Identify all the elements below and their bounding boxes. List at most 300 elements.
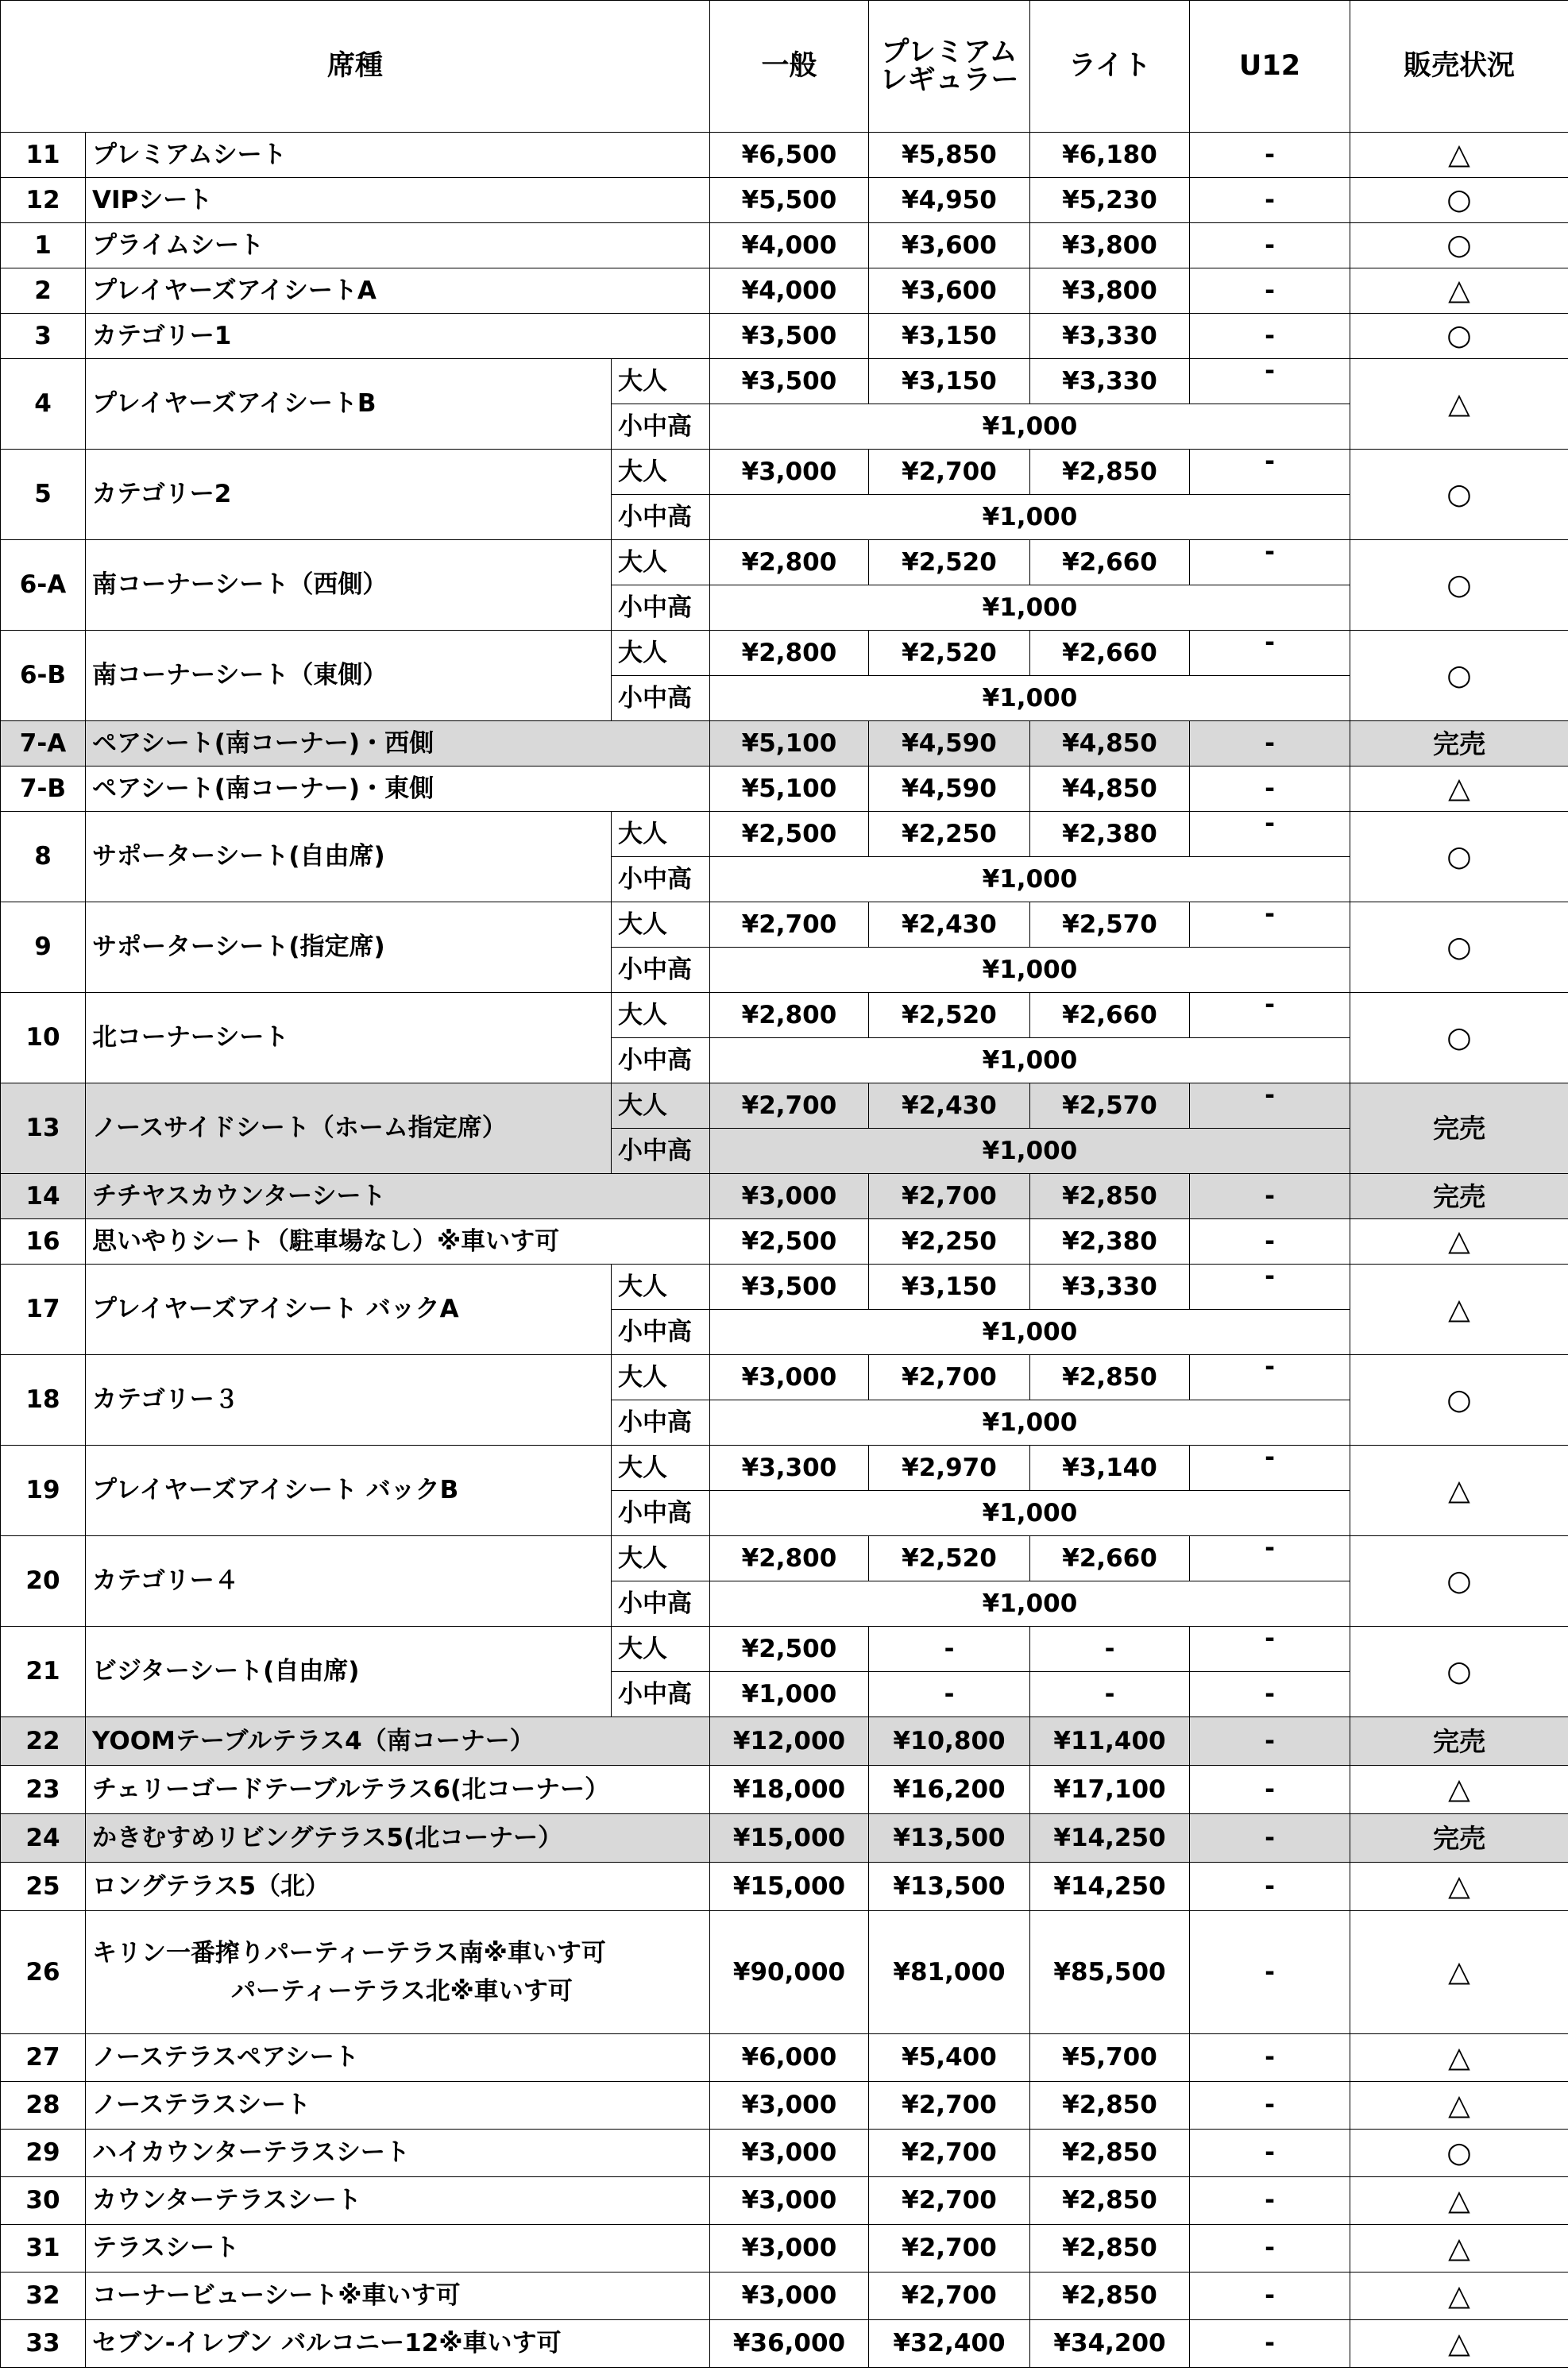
price-u12: - (1190, 2082, 1350, 2130)
status-badge: △ (1350, 2082, 1568, 2130)
price-premium-regular: ¥10,800 (869, 1717, 1030, 1766)
price-u12: - (1190, 1265, 1350, 1310)
status-badge: ○ (1350, 223, 1568, 268)
price-light: ¥3,330 (1030, 359, 1190, 404)
status-badge: △ (1350, 1766, 1568, 1814)
price-general: ¥36,000 (710, 2320, 869, 2368)
seat-name: ビジターシート(自由席) (86, 1627, 612, 1717)
price-general: ¥3,500 (710, 359, 869, 404)
status-badge: △ (1350, 2320, 1568, 2368)
seat-number: 30 (1, 2177, 86, 2225)
header-seat-type: 席種 (1, 1, 710, 133)
seat-name: サポーターシート(指定席) (86, 902, 612, 993)
price-u12: - (1190, 314, 1350, 359)
price-general: ¥6,000 (710, 2034, 869, 2082)
price-general: ¥2,800 (710, 631, 869, 676)
price-u12: - (1190, 359, 1350, 404)
table-row (1, 1083, 1568, 1129)
price-general: ¥90,000 (710, 1911, 869, 2034)
price-premium-regular: ¥5,400 (869, 2034, 1030, 2082)
seat-name: ペアシート(南コーナー)・東側 (86, 767, 710, 812)
seat-name-line1: キリン一番搾りパーティーテラス南※車いす可 (92, 1938, 606, 1967)
table-row (1, 812, 1568, 857)
table-row (1, 178, 1568, 223)
price-u12: - (1190, 902, 1350, 948)
price-u12: - (1190, 178, 1350, 223)
ticket-type-child: 小中高 (612, 585, 710, 631)
price-general: ¥2,800 (710, 993, 869, 1038)
table-row (1, 2130, 1568, 2177)
price-general: ¥3,500 (710, 1265, 869, 1310)
price-u12: - (1190, 2273, 1350, 2320)
price-light: ¥3,800 (1030, 223, 1190, 268)
table-row (1, 631, 1568, 676)
price-premium-regular: ¥2,520 (869, 540, 1030, 585)
child-price: ¥1,000 (710, 585, 1350, 631)
price-u12: - (1190, 2034, 1350, 2082)
price-premium-regular: ¥3,150 (869, 1265, 1030, 1310)
ticket-type-adult: 大人 (612, 450, 710, 495)
price-premium-regular: ¥3,600 (869, 223, 1030, 268)
seat-number: 3 (1, 314, 86, 359)
price-general: ¥2,700 (710, 902, 869, 948)
table-row (1, 2320, 1568, 2368)
price-light: ¥3,140 (1030, 1446, 1190, 1491)
price-light: ¥2,850 (1030, 2082, 1190, 2130)
child-price: ¥1,000 (710, 857, 1350, 902)
ticket-type-adult: 大人 (612, 359, 710, 404)
price-premium-regular: ¥2,430 (869, 1083, 1030, 1129)
price-light: ¥5,700 (1030, 2034, 1190, 2082)
price-u12: - (1190, 767, 1350, 812)
price-light: ¥14,250 (1030, 1814, 1190, 1863)
table-row (1, 993, 1568, 1038)
price-general: ¥2,700 (710, 1083, 869, 1129)
price-premium-regular: ¥4,950 (869, 178, 1030, 223)
price-light: ¥2,570 (1030, 1083, 1190, 1129)
price-light: ¥2,570 (1030, 902, 1190, 948)
seat-name: プレイヤーズアイシート バックA (86, 1265, 612, 1355)
table-row (1, 133, 1568, 178)
price-light: ¥14,250 (1030, 1863, 1190, 1911)
table-header-row (1, 1, 1568, 133)
child-price: ¥1,000 (710, 1581, 1350, 1627)
seat-number: 8 (1, 812, 86, 902)
status-badge: ○ (1350, 993, 1568, 1083)
ticket-type-adult: 大人 (612, 1627, 710, 1672)
price-general: ¥18,000 (710, 1766, 869, 1814)
price-light: ¥2,380 (1030, 1219, 1190, 1265)
seat-name: チェリーゴードテーブルテラス6(北コーナー） (86, 1766, 710, 1814)
seat-number: 20 (1, 1536, 86, 1627)
ticket-type-child: 小中高 (612, 1038, 710, 1083)
header-premium-line2: レギュラー (879, 64, 1019, 96)
child-price: ¥1,000 (710, 495, 1350, 540)
price-general: ¥4,000 (710, 223, 869, 268)
price-general: ¥2,500 (710, 812, 869, 857)
price-u12: - (1190, 223, 1350, 268)
price-light: ¥11,400 (1030, 1717, 1190, 1766)
seat-number: 14 (1, 1174, 86, 1219)
status-badge: △ (1350, 1219, 1568, 1265)
table-row (1, 767, 1568, 812)
price-light: ¥2,850 (1030, 2225, 1190, 2273)
seat-name: 南コーナーシート（西側） (86, 540, 612, 631)
seat-number: 2 (1, 268, 86, 314)
ticket-type-child: 小中高 (612, 857, 710, 902)
ticket-type-child: 小中高 (612, 495, 710, 540)
seat-name: カテゴリー３ (86, 1355, 612, 1446)
table-row (1, 2273, 1568, 2320)
seat-number: 11 (1, 133, 86, 178)
price-light: ¥2,850 (1030, 2177, 1190, 2225)
status-badge: 完売 (1350, 1717, 1568, 1766)
ticket-type-child: 小中高 (612, 1581, 710, 1627)
price-u12: - (1190, 1627, 1350, 1672)
price-general: ¥5,500 (710, 178, 869, 223)
seat-name: ノースサイドシート（ホーム指定席） (86, 1083, 612, 1174)
status-badge: 完売 (1350, 1814, 1568, 1863)
seat-name: ノーステラスペアシート (86, 2034, 710, 2082)
table-row (1, 721, 1568, 767)
seat-name: プレミアムシート (86, 133, 710, 178)
price-general: ¥3,000 (710, 2082, 869, 2130)
seat-name: プレイヤーズアイシートB (86, 359, 612, 450)
price-light: ¥2,660 (1030, 540, 1190, 585)
seat-number: 6-A (1, 540, 86, 631)
header-general: 一般 (710, 1, 869, 133)
seat-number: 28 (1, 2082, 86, 2130)
seat-number: 10 (1, 993, 86, 1083)
seat-number: 6-B (1, 631, 86, 721)
ticket-type-adult: 大人 (612, 631, 710, 676)
price-premium-regular: ¥13,500 (869, 1814, 1030, 1863)
price-premium-regular: ¥2,250 (869, 1219, 1030, 1265)
price-general: ¥5,100 (710, 767, 869, 812)
seat-number: 4 (1, 359, 86, 450)
price-u12: - (1190, 268, 1350, 314)
price-u12: - (1190, 812, 1350, 857)
price-u12: - (1190, 2225, 1350, 2273)
header-u12: U12 (1190, 1, 1350, 133)
child-price: ¥1,000 (710, 1310, 1350, 1355)
price-light: ¥2,850 (1030, 2273, 1190, 2320)
seat-number: 18 (1, 1355, 86, 1446)
table-row (1, 902, 1568, 948)
price-light: ¥85,500 (1030, 1911, 1190, 2034)
price-light: ¥2,660 (1030, 631, 1190, 676)
status-badge: ○ (1350, 812, 1568, 902)
price-light: ¥2,660 (1030, 993, 1190, 1038)
price-general: ¥3,000 (710, 1355, 869, 1400)
status-badge: ○ (1350, 1355, 1568, 1446)
seat-name: 南コーナーシート（東側） (86, 631, 612, 721)
child-price-u12: - (1190, 1672, 1350, 1717)
child-price-general: ¥1,000 (710, 1672, 869, 1717)
price-light: ¥4,850 (1030, 721, 1190, 767)
price-light: ¥3,800 (1030, 268, 1190, 314)
price-premium-regular: ¥3,150 (869, 359, 1030, 404)
price-light: ¥2,850 (1030, 1174, 1190, 1219)
price-general: ¥2,500 (710, 1627, 869, 1672)
child-price-light: - (1030, 1672, 1190, 1717)
price-premium-regular: ¥13,500 (869, 1863, 1030, 1911)
seat-number: 7-B (1, 767, 86, 812)
price-u12: - (1190, 1219, 1350, 1265)
price-u12: - (1190, 1814, 1350, 1863)
table-row (1, 1265, 1568, 1310)
price-premium-regular: ¥2,700 (869, 2130, 1030, 2177)
table-row (1, 223, 1568, 268)
status-badge: ○ (1350, 902, 1568, 993)
price-general: ¥5,100 (710, 721, 869, 767)
price-u12: - (1190, 2320, 1350, 2368)
table-row (1, 1863, 1568, 1911)
status-badge: 完売 (1350, 721, 1568, 767)
price-general: ¥15,000 (710, 1814, 869, 1863)
price-light: ¥3,330 (1030, 314, 1190, 359)
status-badge: 完売 (1350, 1083, 1568, 1174)
price-general: ¥3,000 (710, 2130, 869, 2177)
status-badge: △ (1350, 2225, 1568, 2273)
table-row (1, 1219, 1568, 1265)
seat-number: 7-A (1, 721, 86, 767)
price-u12: - (1190, 1355, 1350, 1400)
seat-number: 27 (1, 2034, 86, 2082)
price-u12: - (1190, 450, 1350, 495)
seat-name: プレイヤーズアイシートA (86, 268, 710, 314)
seat-number: 26 (1, 1911, 86, 2034)
price-u12: - (1190, 2130, 1350, 2177)
status-badge: △ (1350, 268, 1568, 314)
price-premium-regular: ¥2,700 (869, 2225, 1030, 2273)
price-u12: - (1190, 721, 1350, 767)
status-badge: ○ (1350, 540, 1568, 631)
ticket-type-child: 小中高 (612, 1491, 710, 1536)
status-badge: △ (1350, 767, 1568, 812)
ticket-type-adult: 大人 (612, 1265, 710, 1310)
status-badge: ○ (1350, 1536, 1568, 1627)
seat-name: VIPシート (86, 178, 710, 223)
table-row (1, 2225, 1568, 2273)
table-row (1, 1766, 1568, 1814)
status-badge: △ (1350, 2177, 1568, 2225)
table-row (1, 1911, 1568, 2034)
header-premium-line1: プレミアム (881, 36, 1018, 68)
table-row (1, 1174, 1568, 1219)
ticket-type-child: 小中高 (612, 1310, 710, 1355)
price-premium-regular: ¥2,700 (869, 2273, 1030, 2320)
ticket-type-adult: 大人 (612, 1355, 710, 1400)
seat-number: 29 (1, 2130, 86, 2177)
ticket-type-adult: 大人 (612, 902, 710, 948)
price-light: ¥2,380 (1030, 812, 1190, 857)
price-light: ¥6,180 (1030, 133, 1190, 178)
table-row (1, 1446, 1568, 1491)
table-row (1, 450, 1568, 495)
ticket-type-child: 小中高 (612, 1400, 710, 1446)
price-general: ¥4,000 (710, 268, 869, 314)
seat-name: ハイカウンターテラスシート (86, 2130, 710, 2177)
child-price-premium-regular: - (869, 1672, 1030, 1717)
seat-name: サポーターシート(自由席) (86, 812, 612, 902)
price-u12: - (1190, 133, 1350, 178)
price-premium-regular: ¥2,430 (869, 902, 1030, 948)
seat-number: 12 (1, 178, 86, 223)
seat-name: プライムシート (86, 223, 710, 268)
price-u12: - (1190, 1536, 1350, 1581)
status-badge: ○ (1350, 314, 1568, 359)
price-light: ¥5,230 (1030, 178, 1190, 223)
seat-name-line2: パーティーテラス北※車いす可 (231, 1977, 573, 2006)
table-row (1, 1717, 1568, 1766)
table-body (1, 133, 1568, 2368)
price-general: ¥3,500 (710, 314, 869, 359)
seat-number: 16 (1, 1219, 86, 1265)
price-general: ¥2,800 (710, 1536, 869, 1581)
price-premium-regular: ¥2,520 (869, 631, 1030, 676)
status-badge: ○ (1350, 178, 1568, 223)
seat-name: YOOMテーブルテラス4（南コーナー） (86, 1717, 710, 1766)
table-row (1, 1814, 1568, 1863)
ticket-type-adult: 大人 (612, 1083, 710, 1129)
price-light: ¥17,100 (1030, 1766, 1190, 1814)
seat-number: 13 (1, 1083, 86, 1174)
seat-name: コーナービューシート※車いす可 (86, 2273, 710, 2320)
seat-number: 5 (1, 450, 86, 540)
header-light: ライト (1030, 1, 1190, 133)
price-u12: - (1190, 631, 1350, 676)
price-general: ¥3,000 (710, 2225, 869, 2273)
seat-number: 21 (1, 1627, 86, 1717)
price-general: ¥12,000 (710, 1717, 869, 1766)
ticket-type-child: 小中高 (612, 1129, 710, 1174)
status-badge: ○ (1350, 631, 1568, 721)
header-premium-regular (869, 1, 1030, 133)
price-general: ¥3,000 (710, 1174, 869, 1219)
price-premium-regular: ¥2,700 (869, 2082, 1030, 2130)
ticket-type-child: 小中高 (612, 404, 710, 450)
status-badge: △ (1350, 133, 1568, 178)
seat-name (86, 1911, 710, 2034)
status-badge: ○ (1350, 450, 1568, 540)
price-premium-regular: ¥2,700 (869, 450, 1030, 495)
child-price: ¥1,000 (710, 404, 1350, 450)
ticket-type-adult: 大人 (612, 993, 710, 1038)
price-light: ¥3,330 (1030, 1265, 1190, 1310)
child-price: ¥1,000 (710, 1491, 1350, 1536)
seat-name: ロングテラス5（北） (86, 1863, 710, 1911)
ticket-type-child: 小中高 (612, 676, 710, 721)
status-badge: 完売 (1350, 1174, 1568, 1219)
price-light: ¥2,850 (1030, 450, 1190, 495)
price-light: ¥2,850 (1030, 2130, 1190, 2177)
seat-number: 24 (1, 1814, 86, 1863)
table-row (1, 2177, 1568, 2225)
price-light: ¥34,200 (1030, 2320, 1190, 2368)
status-badge: ○ (1350, 1627, 1568, 1717)
price-light: ¥2,850 (1030, 1355, 1190, 1400)
price-premium-regular: ¥5,850 (869, 133, 1030, 178)
seat-number: 9 (1, 902, 86, 993)
price-premium-regular: ¥3,600 (869, 268, 1030, 314)
child-price: ¥1,000 (710, 1038, 1350, 1083)
price-premium-regular: ¥4,590 (869, 767, 1030, 812)
table-row (1, 540, 1568, 585)
price-u12: - (1190, 1863, 1350, 1911)
seat-number: 32 (1, 2273, 86, 2320)
seat-name: 思いやりシート（駐車場なし）※車いす可 (86, 1219, 710, 1265)
price-premium-regular: ¥16,200 (869, 1766, 1030, 1814)
seat-name: カテゴリー2 (86, 450, 612, 540)
price-premium-regular: ¥3,150 (869, 314, 1030, 359)
seat-name: ノーステラスシート (86, 2082, 710, 2130)
table-row (1, 1536, 1568, 1581)
status-badge: △ (1350, 1911, 1568, 2034)
price-premium-regular: ¥2,700 (869, 1174, 1030, 1219)
seat-number: 31 (1, 2225, 86, 2273)
header-status: 販売状況 (1350, 1, 1568, 133)
child-price: ¥1,000 (710, 676, 1350, 721)
price-premium-regular: ¥2,520 (869, 1536, 1030, 1581)
status-badge: △ (1350, 1446, 1568, 1536)
price-u12: - (1190, 1911, 1350, 2034)
seat-number: 22 (1, 1717, 86, 1766)
status-badge: △ (1350, 359, 1568, 450)
price-general: ¥2,800 (710, 540, 869, 585)
child-price: ¥1,000 (710, 1400, 1350, 1446)
seat-name: かきむすめリビングテラス5(北コーナー） (86, 1814, 710, 1863)
price-u12: - (1190, 1766, 1350, 1814)
table-row (1, 359, 1568, 404)
price-general: ¥15,000 (710, 1863, 869, 1911)
price-premium-regular: ¥2,970 (869, 1446, 1030, 1491)
status-badge: ○ (1350, 2130, 1568, 2177)
table-row (1, 2082, 1568, 2130)
price-premium-regular: ¥32,400 (869, 2320, 1030, 2368)
status-badge: △ (1350, 2034, 1568, 2082)
seat-name: カテゴリー1 (86, 314, 710, 359)
price-general: ¥3,000 (710, 2177, 869, 2225)
price-premium-regular: ¥2,700 (869, 2177, 1030, 2225)
table-row (1, 1355, 1568, 1400)
seat-number: 17 (1, 1265, 86, 1355)
child-price: ¥1,000 (710, 1129, 1350, 1174)
child-price: ¥1,000 (710, 948, 1350, 993)
seat-name: チチヤスカウンターシート (86, 1174, 710, 1219)
price-general: ¥2,500 (710, 1219, 869, 1265)
price-u12: - (1190, 1174, 1350, 1219)
price-u12: - (1190, 993, 1350, 1038)
price-premium-regular: ¥4,590 (869, 721, 1030, 767)
price-premium-regular: ¥81,000 (869, 1911, 1030, 2034)
price-u12: - (1190, 2177, 1350, 2225)
price-premium-regular: ¥2,250 (869, 812, 1030, 857)
table-row (1, 1627, 1568, 1672)
price-u12: - (1190, 1446, 1350, 1491)
price-premium-regular: ¥2,520 (869, 993, 1030, 1038)
status-badge: △ (1350, 1863, 1568, 1911)
price-u12: - (1190, 1717, 1350, 1766)
seat-name: カテゴリー４ (86, 1536, 612, 1627)
price-u12: - (1190, 1083, 1350, 1129)
seat-number: 1 (1, 223, 86, 268)
seat-name: 北コーナーシート (86, 993, 612, 1083)
table-row (1, 268, 1568, 314)
status-badge: △ (1350, 1265, 1568, 1355)
price-light: ¥2,660 (1030, 1536, 1190, 1581)
seat-name: テラスシート (86, 2225, 710, 2273)
